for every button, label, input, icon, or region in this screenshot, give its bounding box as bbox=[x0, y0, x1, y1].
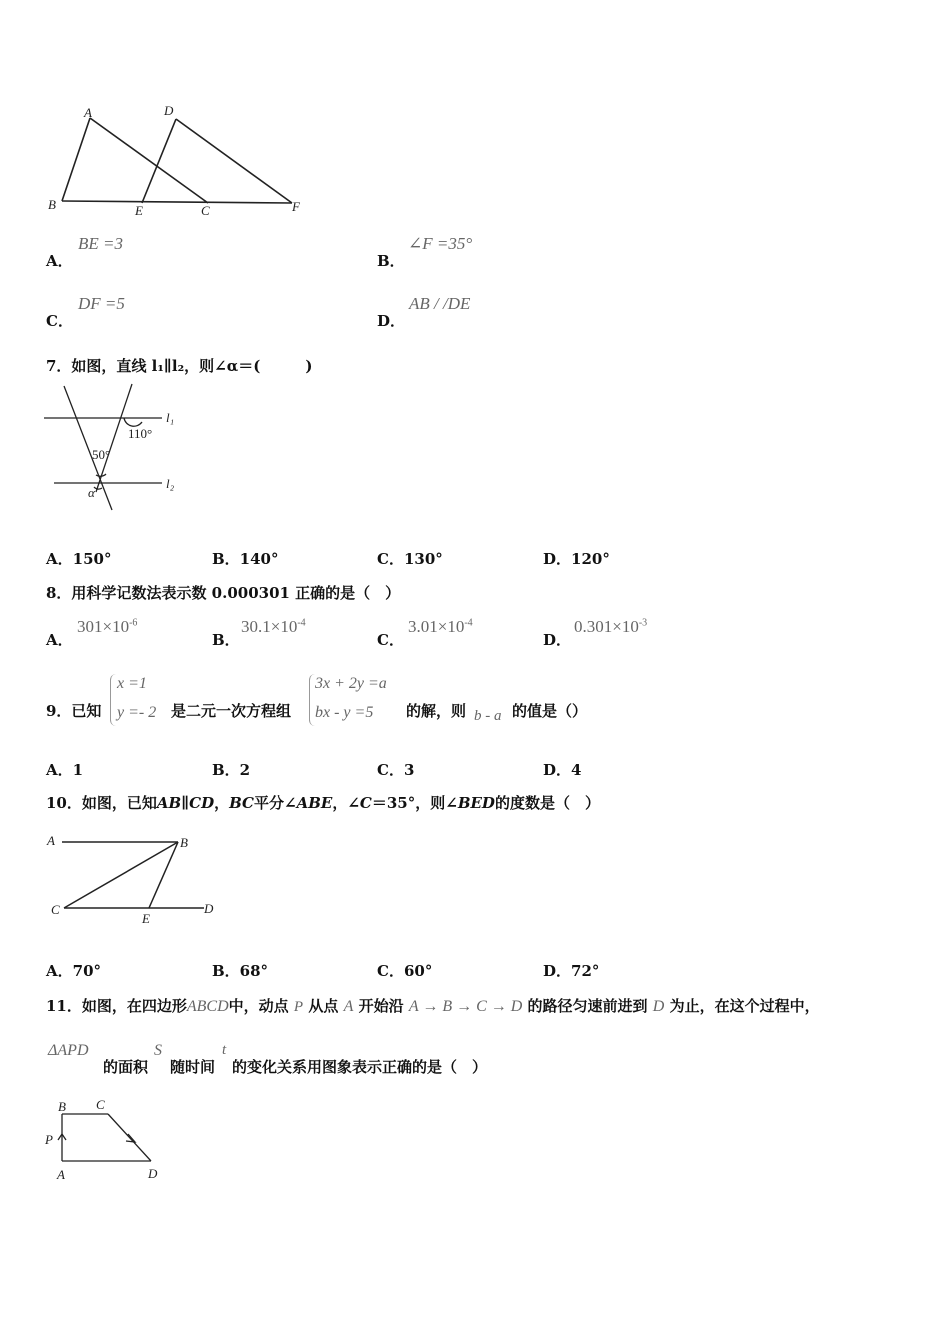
q6-option-c-expr: DF =5 bbox=[78, 294, 125, 313]
q11-line2-c: 的变化关系用图象表示正确的是（ ） bbox=[232, 1058, 488, 1076]
q8-option-b-letter[interactable]: B． bbox=[212, 631, 240, 649]
q10-option-b[interactable]: B．68° bbox=[212, 962, 269, 980]
q11-line1-c: 从点 bbox=[308, 997, 339, 1015]
label-f: F bbox=[292, 199, 300, 214]
q11-area-s: S bbox=[154, 1042, 162, 1059]
q11-quad: ABCD bbox=[186, 998, 229, 1015]
q10-stem-h: C bbox=[359, 794, 372, 812]
q8-option-b-expr bbox=[241, 617, 306, 637]
q10-stem-f: ABE bbox=[296, 794, 333, 812]
q10-stem bbox=[46, 792, 600, 813]
q8-option-d-expr bbox=[574, 617, 647, 637]
q9-system2-eq2: bx - y =5 bbox=[315, 704, 374, 721]
label-a: A bbox=[84, 105, 92, 120]
q10-option-a[interactable]: A．70° bbox=[46, 962, 102, 980]
q11-line2-b: 随时间 bbox=[170, 1058, 216, 1076]
q10-stem-d: BC bbox=[229, 794, 254, 812]
q7-option-a[interactable]: A．150° bbox=[46, 550, 112, 568]
q10-figure bbox=[44, 826, 224, 926]
q9-expr: b - a bbox=[474, 708, 502, 724]
q11-line1-a: 11．如图，在四边形 bbox=[46, 997, 187, 1015]
q11-line1-f: 为止，在这个过程中， bbox=[669, 997, 820, 1015]
q9-suffix2: 的值是（） bbox=[512, 702, 588, 720]
q7-figure bbox=[44, 382, 194, 514]
q9-prefix: 9．已知 bbox=[46, 702, 102, 720]
q6-option-b-expr: ∠F =35° bbox=[408, 234, 473, 253]
q9-system1-brace bbox=[110, 674, 116, 726]
q11-line1-e: 的路径匀速前进到 bbox=[527, 997, 648, 1015]
q11-line1-b: 中，动点 bbox=[228, 997, 289, 1015]
q8-option-a-exponent: -6 bbox=[129, 617, 138, 629]
q10-label-d: D bbox=[204, 901, 214, 916]
q7-option-b[interactable]: B．140° bbox=[212, 550, 279, 568]
q9-system1-eq1: x =1 bbox=[117, 675, 147, 692]
q6-option-a-expr: BE =3 bbox=[78, 234, 123, 253]
q11-path: A → B → C → D bbox=[408, 998, 523, 1015]
q11-line2-a: 的面积 bbox=[103, 1058, 149, 1076]
q11-label-a: A bbox=[57, 1167, 65, 1182]
q7-label-l1: l₁ bbox=[166, 410, 175, 425]
q8-option-c-expr bbox=[408, 617, 473, 637]
q10-stem-g: ，∠ bbox=[332, 794, 360, 812]
q9-suffix1: 的解，则 bbox=[406, 702, 467, 720]
q11-line1-d: 开始沿 bbox=[358, 997, 404, 1015]
q8-option-c-letter[interactable]: C． bbox=[377, 631, 404, 649]
q10-stem-a: 10．如图，已知 bbox=[46, 794, 157, 812]
q9-middle: 是二元一次方程组 bbox=[171, 702, 292, 720]
label-c: C bbox=[201, 203, 210, 218]
q11-label-b: B bbox=[58, 1099, 66, 1114]
q8-option-a-letter[interactable]: A． bbox=[46, 631, 73, 649]
q7-angle-110: 110° bbox=[128, 426, 153, 441]
q8-option-b-exponent: -4 bbox=[297, 617, 306, 629]
q10-stem-k: 的度数是（ ） bbox=[494, 794, 600, 812]
q8-stem: 8．用科学记数法表示数 0.000301 正确的是（ ） bbox=[46, 584, 401, 602]
q6-option-d-letter[interactable]: D． bbox=[377, 312, 406, 330]
label-d: D bbox=[164, 103, 174, 118]
q8-option-a-expr bbox=[77, 617, 137, 637]
q7-option-d[interactable]: D．120° bbox=[543, 550, 610, 568]
q11-line1 bbox=[46, 995, 820, 1016]
q9-system1-eq2: y =- 2 bbox=[117, 704, 157, 721]
q8-option-c-mantissa: 3.01×10 bbox=[408, 617, 465, 636]
q11-figure bbox=[44, 1094, 174, 1186]
q7-angle-50: 50° bbox=[92, 447, 111, 462]
q8-option-a-mantissa: 301×10 bbox=[77, 617, 130, 636]
q8-option-d-mantissa: 0.301×10 bbox=[574, 617, 639, 636]
q11-label-c: C bbox=[96, 1097, 105, 1112]
q7-option-c[interactable]: C．130° bbox=[377, 550, 443, 568]
q10-stem-i: ＝35°，则∠ bbox=[371, 794, 458, 812]
q10-label-c: C bbox=[51, 902, 60, 917]
q7-angle-alpha: α bbox=[88, 485, 95, 500]
q9-option-d[interactable]: D．4 bbox=[543, 761, 582, 779]
q10-label-e: E bbox=[142, 911, 150, 926]
q11-triangle: ΔAPD bbox=[48, 1042, 89, 1059]
q6-option-d-expr: AB / /DE bbox=[409, 294, 471, 313]
triangles-figure bbox=[44, 100, 314, 222]
q11-point-d: D bbox=[652, 998, 665, 1015]
q10-stem-c: ， bbox=[214, 794, 230, 812]
q8-option-c-exponent: -4 bbox=[464, 617, 473, 629]
q6-option-a-letter[interactable]: A． bbox=[46, 252, 73, 270]
label-e: E bbox=[135, 203, 143, 218]
q9-option-c[interactable]: C．3 bbox=[377, 761, 415, 779]
q9-option-b[interactable]: B．2 bbox=[212, 761, 251, 779]
q11-point-p: P bbox=[293, 999, 304, 1015]
q10-label-a: A bbox=[47, 833, 55, 848]
q10-stem-b: AB∥CD bbox=[156, 794, 215, 812]
q8-option-b-mantissa: 30.1×10 bbox=[241, 617, 298, 636]
q6-option-c-letter[interactable]: C． bbox=[46, 312, 73, 330]
q9-system2-eq1: 3x + 2y =a bbox=[315, 675, 387, 692]
q9-option-a[interactable]: A．1 bbox=[46, 761, 84, 779]
q7-label-l2: l₂ bbox=[166, 476, 175, 491]
q6-option-b-letter[interactable]: B． bbox=[377, 252, 405, 270]
q11-label-p: P bbox=[45, 1132, 53, 1147]
q10-stem-j: BED bbox=[457, 794, 495, 812]
q11-label-d: D bbox=[148, 1166, 158, 1181]
q11-time-t: t bbox=[222, 1042, 227, 1058]
q8-option-d-letter[interactable]: D． bbox=[543, 631, 572, 649]
q7-stem: 7．如图，直线 l₁∥l₂，则∠α＝( ) bbox=[46, 357, 313, 375]
q10-option-d[interactable]: D．72° bbox=[543, 962, 600, 980]
q10-option-c[interactable]: C．60° bbox=[377, 962, 433, 980]
q11-point-a: A bbox=[343, 998, 354, 1015]
q10-stem-e: 平分∠ bbox=[254, 794, 297, 812]
q10-label-b: B bbox=[180, 835, 188, 850]
label-b: B bbox=[48, 197, 56, 212]
q8-option-d-exponent: -3 bbox=[638, 617, 648, 629]
